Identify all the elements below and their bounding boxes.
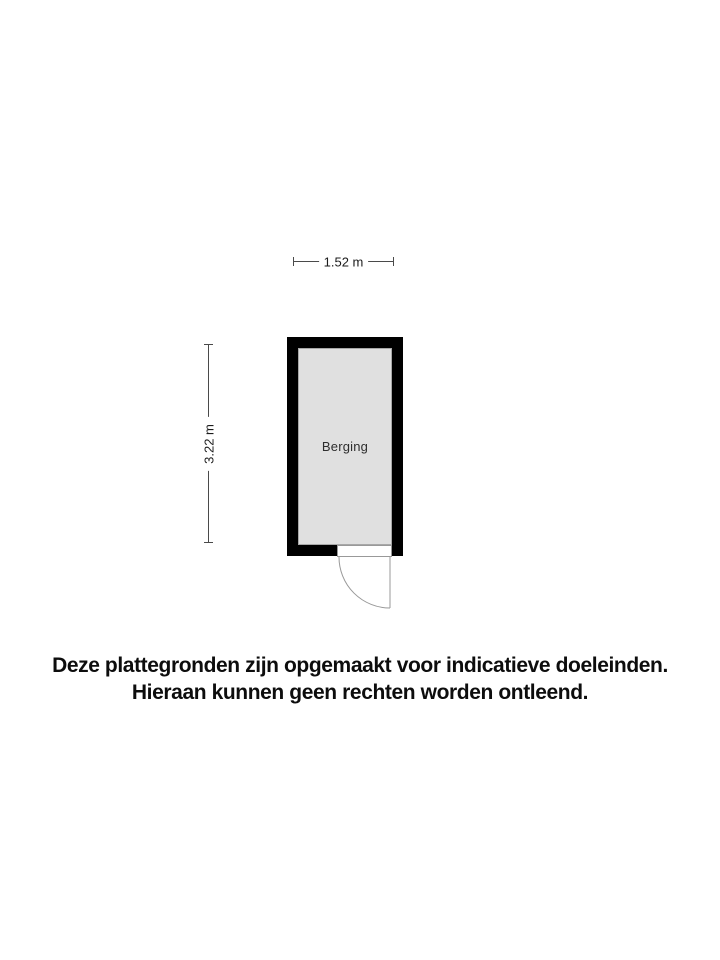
door-swing <box>330 550 410 620</box>
disclaimer-line-1: Deze plattegronden zijn opgemaakt voor indicatieve doeleinden. <box>52 654 668 677</box>
dimension-height-label: 3.22 m <box>201 417 216 471</box>
dimension-width-label: 1.52 m <box>319 254 369 269</box>
dimension-tick <box>204 344 213 345</box>
disclaimer <box>0 652 720 706</box>
dimension-width-line <box>293 254 394 269</box>
room-berging <box>287 337 403 556</box>
dimension-tick <box>204 542 213 543</box>
door-swing-arc <box>339 557 390 608</box>
dimension-tick <box>393 257 394 266</box>
dimension-tick <box>293 257 294 266</box>
disclaimer-line-2: Hieraan kunnen geen rechten worden ontleend. <box>131 681 589 704</box>
room-label: Berging <box>321 439 369 454</box>
dimension-height-line <box>201 344 216 543</box>
